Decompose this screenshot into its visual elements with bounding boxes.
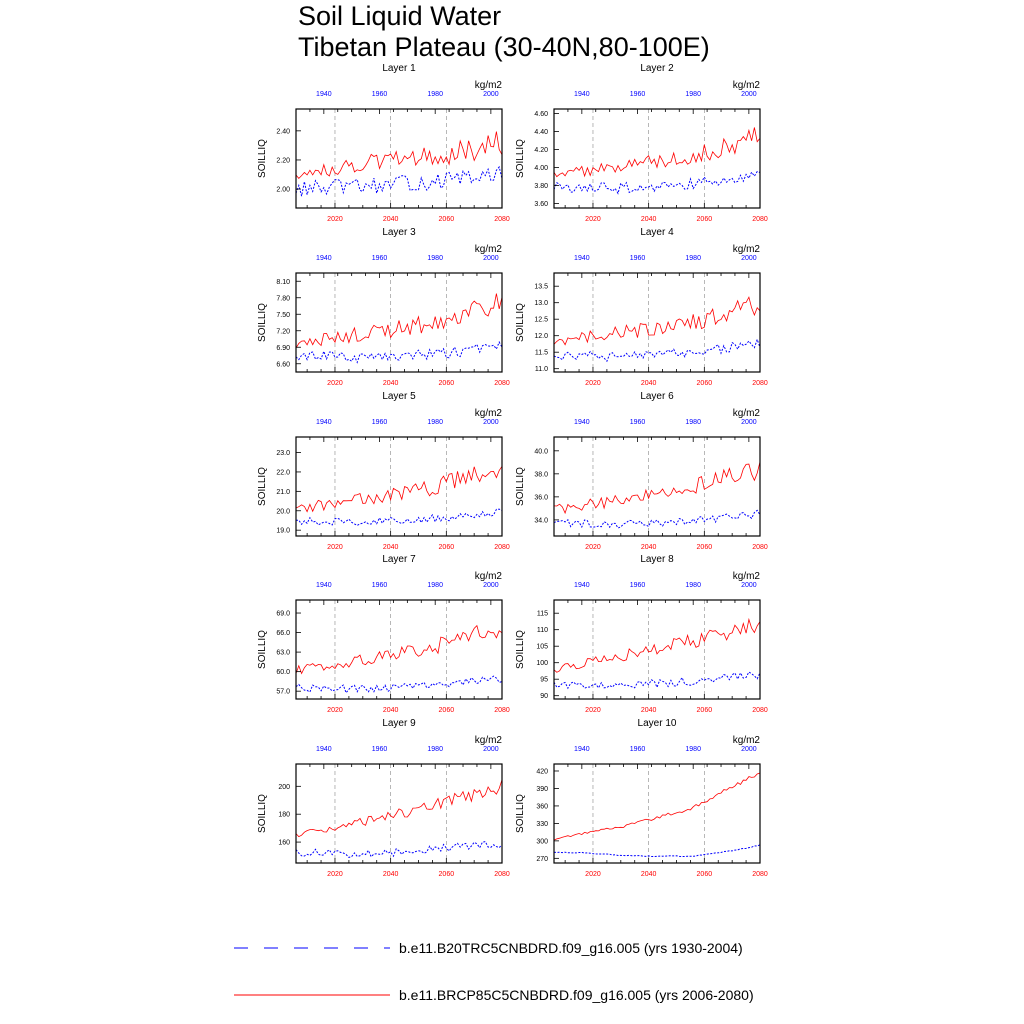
top-x-tick-label: 2000: [741, 419, 757, 426]
top-x-tick-label: 1980: [685, 746, 701, 753]
plot-frame: [554, 109, 760, 208]
top-x-tick-label: 1940: [316, 419, 332, 426]
y-tick-label: 90: [540, 693, 548, 701]
x-tick-label: 2040: [382, 544, 399, 551]
y-tick-label: 21.0: [276, 488, 290, 496]
top-x-tick-label: 1980: [685, 91, 701, 98]
top-x-tick-label: 1960: [371, 91, 388, 98]
plot-frame: [554, 437, 760, 536]
units-label: kg/m2: [474, 408, 502, 419]
historical-series-line: [554, 339, 760, 361]
future-series-line: [296, 626, 502, 674]
top-x-tick-label: 2000: [483, 746, 499, 753]
top-x-tick-label: 2000: [741, 582, 757, 589]
y-tick-label: 22.0: [276, 469, 290, 477]
y-axis-label: SOILLIQ: [257, 139, 268, 178]
x-tick-label: 2080: [494, 707, 510, 714]
top-x-tick-label: 1960: [371, 582, 388, 589]
top-x-tick-label: 1960: [371, 419, 388, 426]
y-tick-label: 95: [540, 676, 548, 684]
panel-6: [515, 391, 768, 551]
panel-9: [257, 718, 510, 878]
y-axis-label: SOILLIQ: [257, 630, 268, 669]
panel-5: [257, 391, 510, 551]
plot-frame: [296, 437, 502, 536]
y-tick-label: 2.40: [276, 128, 290, 136]
x-tick-label: 2080: [752, 544, 768, 551]
panel-title: Layer 7: [382, 554, 416, 565]
units-label: kg/m2: [474, 80, 502, 91]
legend-historical-label: b.e11.B20TRC5CNBDRD.f09_g16.005 (yrs 1930-2004): [399, 940, 743, 956]
future-series-line: [296, 780, 502, 837]
x-tick-label: 2020: [327, 544, 343, 551]
y-tick-label: 11.5: [534, 349, 548, 357]
y-tick-label: 34.0: [534, 517, 548, 525]
y-tick-label: 38.0: [534, 471, 548, 479]
future-series-line: [554, 620, 760, 673]
top-x-tick-label: 1940: [316, 582, 332, 589]
y-tick-label: 63.0: [276, 649, 290, 657]
y-axis-label: SOILLIQ: [515, 467, 526, 506]
historical-series-line: [296, 842, 502, 858]
y-tick-label: 13.5: [534, 283, 548, 291]
x-tick-label: 2020: [585, 380, 601, 387]
y-tick-label: 4.00: [534, 165, 548, 172]
y-tick-label: 8.10: [276, 278, 290, 286]
panel-8: [515, 554, 768, 714]
y-tick-label: 2.00: [276, 186, 290, 194]
legend-future-line: [232, 987, 392, 1003]
top-x-tick-label: 1980: [685, 582, 701, 589]
x-tick-label: 2020: [585, 216, 601, 223]
top-x-tick-label: 1980: [685, 255, 701, 262]
y-tick-label: 160: [278, 839, 290, 847]
panel-1: [257, 63, 510, 223]
legend-future-label: b.e11.BRCP85C5CNBDRD.f09_g16.005 (yrs 2006-2080): [399, 987, 754, 1003]
units-label: kg/m2: [732, 244, 760, 255]
top-x-tick-label: 1960: [371, 746, 388, 753]
y-tick-label: 3.80: [534, 183, 548, 190]
y-tick-label: 420: [536, 768, 548, 776]
y-tick-label: 110: [536, 627, 548, 635]
top-x-tick-label: 1960: [629, 91, 646, 98]
x-tick-label: 2080: [494, 544, 510, 551]
historical-series-line: [554, 845, 760, 857]
units-label: kg/m2: [474, 571, 502, 582]
panel-4: [515, 227, 768, 387]
future-series-line: [296, 466, 502, 511]
x-tick-label: 2080: [494, 871, 510, 878]
x-tick-label: 2020: [327, 216, 343, 223]
y-tick-label: 100: [536, 660, 548, 668]
x-tick-label: 2020: [585, 707, 601, 714]
x-tick-label: 2020: [327, 871, 343, 878]
historical-series-line: [296, 342, 502, 362]
units-label: kg/m2: [474, 244, 502, 255]
y-tick-label: 105: [536, 643, 548, 651]
plot-frame: [296, 600, 502, 699]
top-x-tick-label: 1960: [629, 419, 646, 426]
panel-title: Layer 4: [640, 227, 674, 238]
panel-title: Layer 9: [382, 718, 416, 729]
y-tick-label: 7.50: [276, 311, 290, 319]
panel-title: Layer 10: [637, 718, 677, 729]
top-x-tick-label: 2000: [741, 746, 757, 753]
y-axis-label: SOILLIQ: [257, 794, 268, 833]
top-x-tick-label: 1980: [427, 91, 443, 98]
top-x-tick-label: 1940: [574, 582, 590, 589]
y-tick-label: 4.20: [534, 147, 548, 154]
future-series-line: [554, 773, 760, 840]
x-tick-label: 2040: [382, 380, 399, 387]
y-axis-label: SOILLIQ: [515, 630, 526, 669]
y-tick-label: 360: [536, 803, 548, 811]
y-tick-label: 270: [536, 855, 548, 863]
future-series-line: [296, 132, 502, 179]
x-tick-label: 2040: [640, 380, 657, 387]
x-tick-label: 2040: [382, 707, 399, 714]
y-axis-label: SOILLIQ: [515, 794, 526, 833]
y-tick-label: 300: [536, 838, 548, 846]
x-tick-label: 2060: [438, 216, 455, 223]
top-x-tick-label: 1940: [316, 746, 332, 753]
panel-7: [257, 554, 510, 714]
plot-frame: [296, 764, 502, 863]
top-x-tick-label: 2000: [483, 419, 499, 426]
y-tick-label: 200: [278, 783, 290, 791]
y-tick-label: 180: [278, 811, 290, 819]
y-axis-label: SOILLIQ: [515, 303, 526, 342]
y-tick-label: 69.0: [276, 610, 290, 618]
y-tick-label: 23.0: [276, 450, 290, 458]
y-axis-label: SOILLIQ: [257, 303, 268, 342]
y-tick-label: 3.60: [534, 201, 548, 208]
top-x-tick-label: 2000: [741, 91, 757, 98]
top-x-tick-label: 1960: [629, 582, 646, 589]
x-tick-label: 2020: [327, 380, 343, 387]
top-x-tick-label: 1940: [574, 91, 590, 98]
x-tick-label: 2060: [696, 544, 713, 551]
top-x-tick-label: 1960: [629, 746, 646, 753]
top-x-tick-label: 1940: [574, 746, 590, 753]
units-label: kg/m2: [732, 80, 760, 91]
units-label: kg/m2: [732, 408, 760, 419]
x-tick-label: 2020: [585, 544, 601, 551]
top-x-tick-label: 1980: [427, 746, 443, 753]
legend-historical-line: [232, 940, 392, 956]
units-label: kg/m2: [732, 571, 760, 582]
x-tick-label: 2060: [438, 544, 455, 551]
x-tick-label: 2040: [382, 216, 399, 223]
chart-title: Soil Liquid Water: [298, 1, 502, 31]
plot-frame: [554, 764, 760, 863]
top-x-tick-label: 1940: [574, 419, 590, 426]
y-tick-label: 7.20: [276, 328, 290, 336]
y-tick-label: 2.20: [276, 157, 290, 165]
y-tick-label: 4.40: [534, 129, 548, 136]
units-label: kg/m2: [474, 735, 502, 746]
x-tick-label: 2080: [752, 216, 768, 223]
x-tick-label: 2060: [438, 707, 455, 714]
y-tick-label: 12.0: [534, 333, 548, 341]
top-x-tick-label: 1980: [685, 419, 701, 426]
y-tick-label: 4.60: [534, 111, 548, 118]
top-x-tick-label: 1980: [427, 255, 443, 262]
x-tick-label: 2020: [585, 871, 601, 878]
x-tick-label: 2060: [438, 871, 455, 878]
top-x-tick-label: 1960: [629, 255, 646, 262]
x-tick-label: 2060: [438, 380, 455, 387]
top-x-tick-label: 2000: [483, 91, 499, 98]
top-x-tick-label: 1940: [316, 255, 332, 262]
x-tick-label: 2060: [696, 380, 713, 387]
historical-series-line: [296, 509, 502, 525]
top-x-tick-label: 1940: [316, 91, 332, 98]
panel-title: Layer 3: [382, 227, 416, 238]
future-series-line: [554, 462, 760, 513]
panel-2: [515, 63, 768, 223]
top-x-tick-label: 1960: [371, 255, 388, 262]
plot-frame: [554, 600, 760, 699]
panel-3: [257, 227, 510, 387]
historical-series-line: [296, 167, 502, 196]
y-axis-label: SOILLIQ: [257, 467, 268, 506]
x-tick-label: 2040: [640, 216, 657, 223]
plot-frame: [296, 109, 502, 208]
chart-subtitle: Tibetan Plateau (30-40N,80-100E): [298, 32, 710, 62]
panel-title: Layer 2: [640, 63, 674, 74]
x-tick-label: 2040: [640, 544, 657, 551]
x-tick-label: 2080: [494, 216, 510, 223]
top-x-tick-label: 1940: [574, 255, 590, 262]
top-x-tick-label: 1980: [427, 419, 443, 426]
x-tick-label: 2020: [327, 707, 343, 714]
y-tick-label: 19.0: [276, 527, 290, 535]
y-tick-label: 57.0: [276, 688, 290, 696]
y-tick-label: 66.0: [276, 630, 290, 638]
x-tick-label: 2040: [382, 871, 399, 878]
y-tick-label: 36.0: [534, 494, 548, 502]
x-tick-label: 2060: [696, 871, 713, 878]
top-x-tick-label: 2000: [741, 255, 757, 262]
y-tick-label: 390: [536, 785, 548, 793]
top-x-tick-label: 2000: [483, 255, 499, 262]
x-tick-label: 2080: [494, 380, 510, 387]
x-tick-label: 2060: [696, 707, 713, 714]
y-tick-label: 7.80: [276, 295, 290, 303]
panel-title: Layer 1: [382, 63, 416, 74]
x-tick-label: 2060: [696, 216, 713, 223]
panel-title: Layer 5: [382, 391, 416, 402]
y-tick-label: 20.0: [276, 508, 290, 516]
x-tick-label: 2040: [640, 707, 657, 714]
y-tick-label: 115: [536, 610, 548, 618]
y-tick-label: 330: [536, 820, 548, 828]
y-tick-label: 13.0: [534, 300, 548, 308]
panel-10: [515, 718, 768, 878]
panel-title: Layer 6: [640, 391, 674, 402]
x-tick-label: 2080: [752, 380, 768, 387]
plot-frame: [554, 273, 760, 372]
historical-series-line: [554, 510, 760, 528]
y-tick-label: 12.5: [534, 316, 548, 324]
y-axis-label: SOILLIQ: [515, 139, 526, 178]
top-x-tick-label: 1980: [427, 582, 443, 589]
future-series-line: [554, 297, 760, 345]
historical-series-line: [296, 676, 502, 693]
y-tick-label: 6.90: [276, 344, 290, 352]
historical-series-line: [554, 672, 760, 688]
y-tick-label: 60.0: [276, 669, 290, 677]
y-tick-label: 6.60: [276, 361, 290, 369]
units-label: kg/m2: [732, 735, 760, 746]
future-series-line: [554, 128, 760, 177]
x-tick-label: 2040: [640, 871, 657, 878]
y-tick-label: 40.0: [534, 448, 548, 456]
x-tick-label: 2080: [752, 871, 768, 878]
top-x-tick-label: 2000: [483, 582, 499, 589]
future-series-line: [296, 294, 502, 348]
x-tick-label: 2080: [752, 707, 768, 714]
panel-title: Layer 8: [640, 554, 674, 565]
y-tick-label: 11.0: [534, 366, 548, 374]
